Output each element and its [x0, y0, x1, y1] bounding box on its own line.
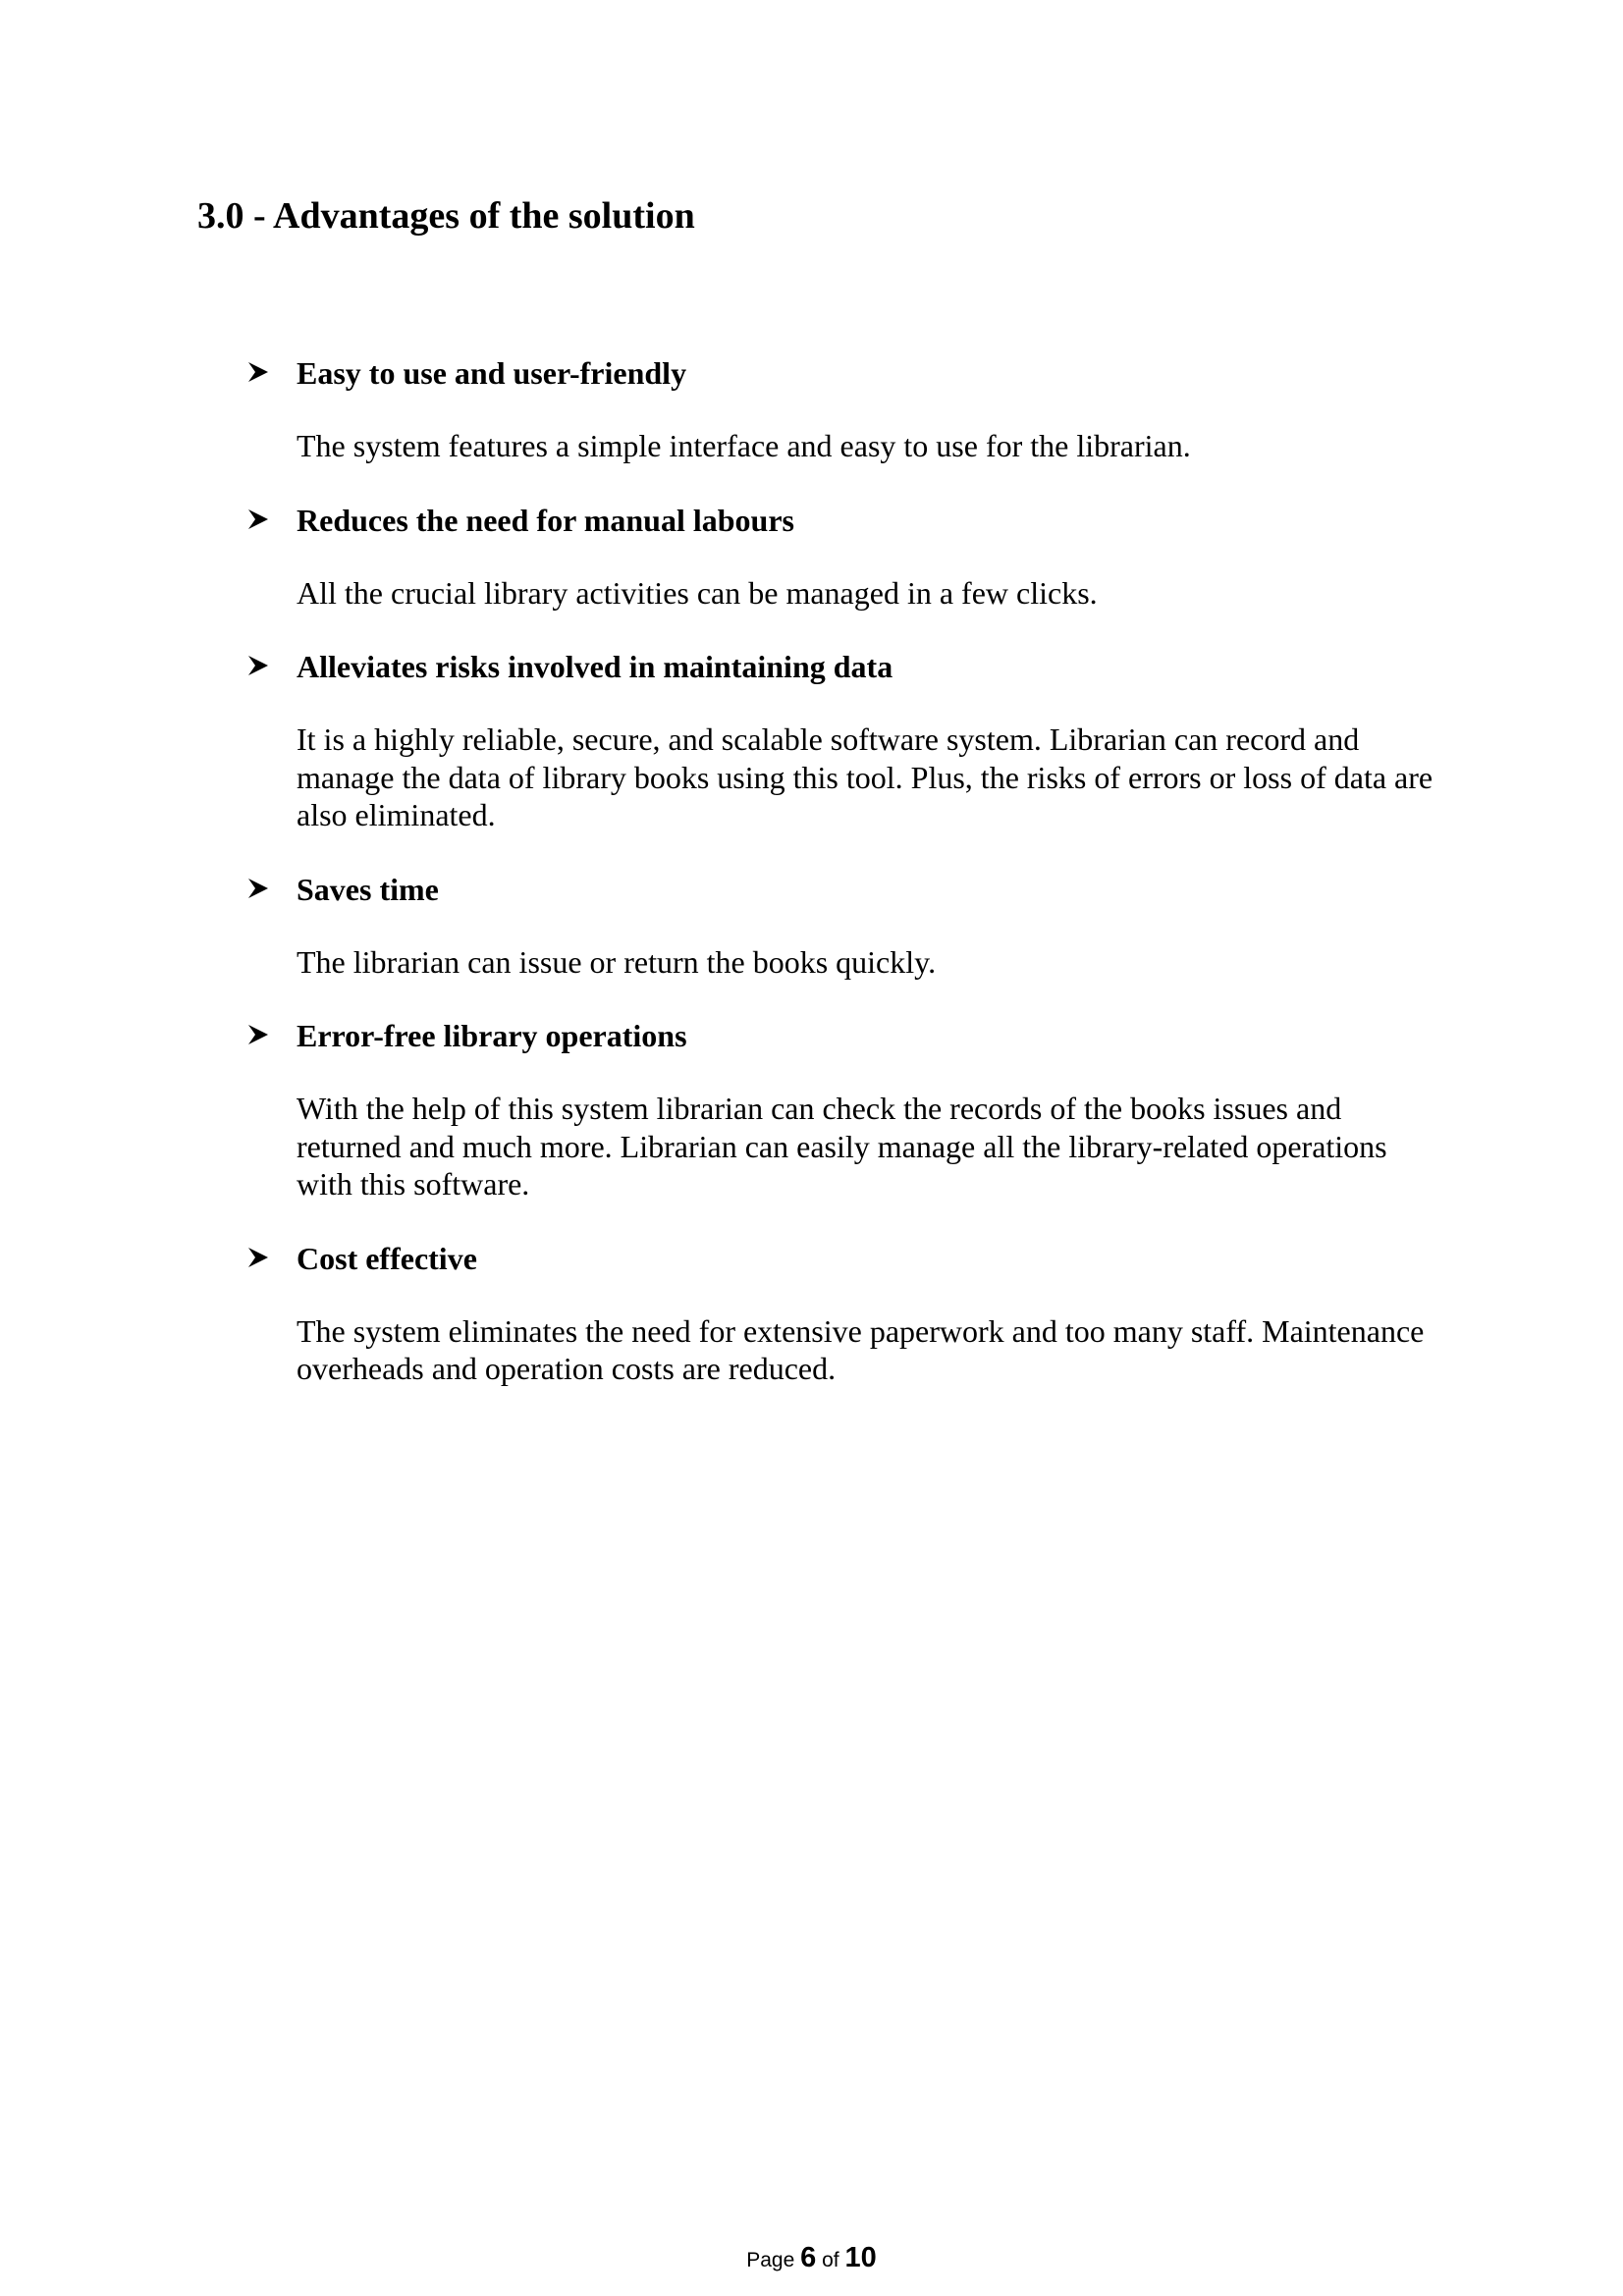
section-title: 3.0 - Advantages of the solution — [197, 195, 695, 237]
list-item-body: All the crucial library activities can be managed in a few clicks. — [297, 574, 1098, 611]
total-pages-number: 10 — [844, 2242, 877, 2273]
page-of-label: of — [822, 2249, 839, 2271]
list-item-header — [247, 1237, 1445, 1280]
list-item-title: Error-free library operations — [297, 1018, 687, 1053]
list-item-title: Alleviates risks involved in maintaining data — [297, 649, 893, 684]
list-item-header — [247, 868, 1445, 911]
list-item-title: Cost effective — [297, 1240, 477, 1276]
page-footer — [0, 2242, 1623, 2276]
list-item-header — [247, 1014, 1445, 1057]
arrowhead-bullet-icon — [247, 878, 269, 899]
list-item-header — [247, 499, 1445, 542]
list-item — [247, 499, 1445, 613]
list-item — [247, 645, 1445, 834]
list-item-body: The system features a simple interface and easy to use for the librarian. — [297, 428, 1191, 463]
list-item — [247, 351, 1445, 465]
list-item-body: With the help of this system librarian can check the records of the books issues and returned and much more. Librarian can easily manage all the library-related operations with this software. — [297, 1091, 1387, 1201]
arrowhead-bullet-icon — [247, 1247, 269, 1268]
list-item — [247, 1014, 1445, 1203]
list-item-title: Easy to use and user-friendly — [297, 355, 687, 391]
list-item-title: Reduces the need for manual labours — [297, 502, 794, 538]
list-item-body: The system eliminates the need for extensive paperwork and too many staff. Maintenance overheads and operation costs are reduced. — [297, 1312, 1425, 1386]
arrowhead-bullet-icon — [247, 508, 269, 530]
list-item-header — [247, 645, 1445, 688]
list-item-header — [247, 351, 1445, 395]
page-label: Page — [746, 2249, 795, 2271]
current-page-number: 6 — [800, 2242, 817, 2273]
arrowhead-bullet-icon — [247, 361, 269, 383]
list-item — [247, 868, 1445, 982]
advantages-list — [247, 351, 1445, 1421]
arrowhead-bullet-icon — [247, 655, 269, 676]
list-item — [247, 1237, 1445, 1388]
list-item-body: It is a highly reliable, secure, and scalable software system. Librarian can record and manage the data of library books using this tool. Plus, the risks of errors or loss of data are also eliminated. — [297, 721, 1434, 832]
list-item-body: The librarian can issue or return the books quickly. — [297, 943, 937, 980]
arrowhead-bullet-icon — [247, 1024, 269, 1045]
list-item-title: Saves time — [297, 871, 439, 907]
